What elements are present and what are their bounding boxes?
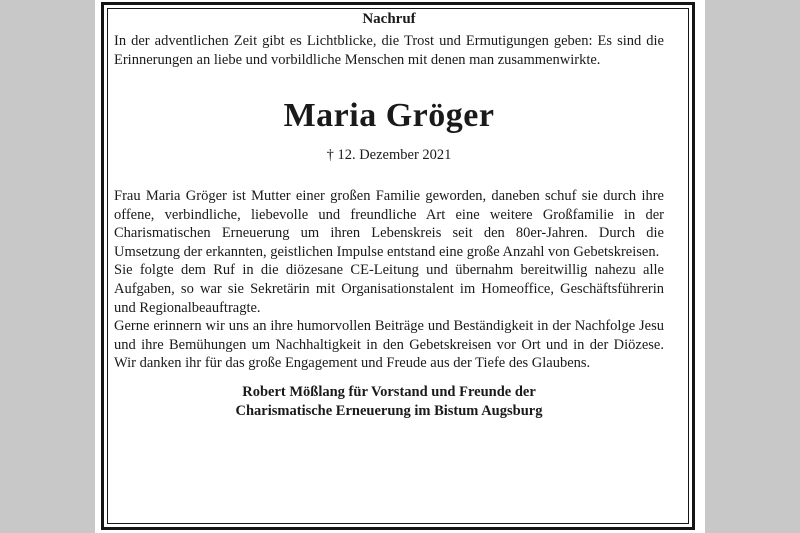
notice-heading: Nachruf [362,11,416,27]
signature-block [114,383,664,421]
body-paragraph-remembrance: Gerne erinnern wir uns an ihre humorvollen Beiträge und Beständigkeit in der Nachfolge Jesu und ihre Bemühungen um Nachhaltigkeit in den Gebetskreisen vor Ort und in der Diözese. Wir danken ihr für das große Engagement und Freude aus der Tiefe des Glaubens. [114,318,664,372]
signature-line-1: Robert Mößlang für Vorstand und Freunde der [242,383,536,400]
body-paragraph-family: Frau Maria Gröger ist Mutter einer großen Familie geworden, daneben schuf sie durch ihre offene, verbindliche, liebevolle und freundliche Art eine weitere Großfamilie in der Charismatischen Erneuerung um ihren Lebenskreis seit den 80er-Jahren. Durch die Umsetzung der erkannten, geistlichen Impulse entstand eine große Anzahl von Gebetskreisen. [114,188,664,260]
signature-line-2: Charismatische Erneuerung im Bistum Augsburg [235,402,543,419]
obituary-page [95,0,705,533]
body-paragraph-leadership: Sie folgte dem Ruf in die diözesane CE-Leitung und übernahm bereitwillig nahezu alle Aufgaben, so war sie Sekretärin mit Organisationstalent im Homeoffice, Geschäftsführerin und Regionalbeauftragte. [114,262,664,316]
obituary-body [114,187,664,373]
deceased-name: Maria Gröger [283,97,495,134]
obituary-content [114,5,664,421]
intro-text: In der adventlichen Zeit gibt es Lichtblicke, die Trost und Ermutigungen geben: Es sind die Erinnerungen an liebe und vorbildliche Menschen mit denen man zusammenwirkte. [114,33,664,68]
death-date: † 12. Dezember 2021 [326,147,452,163]
